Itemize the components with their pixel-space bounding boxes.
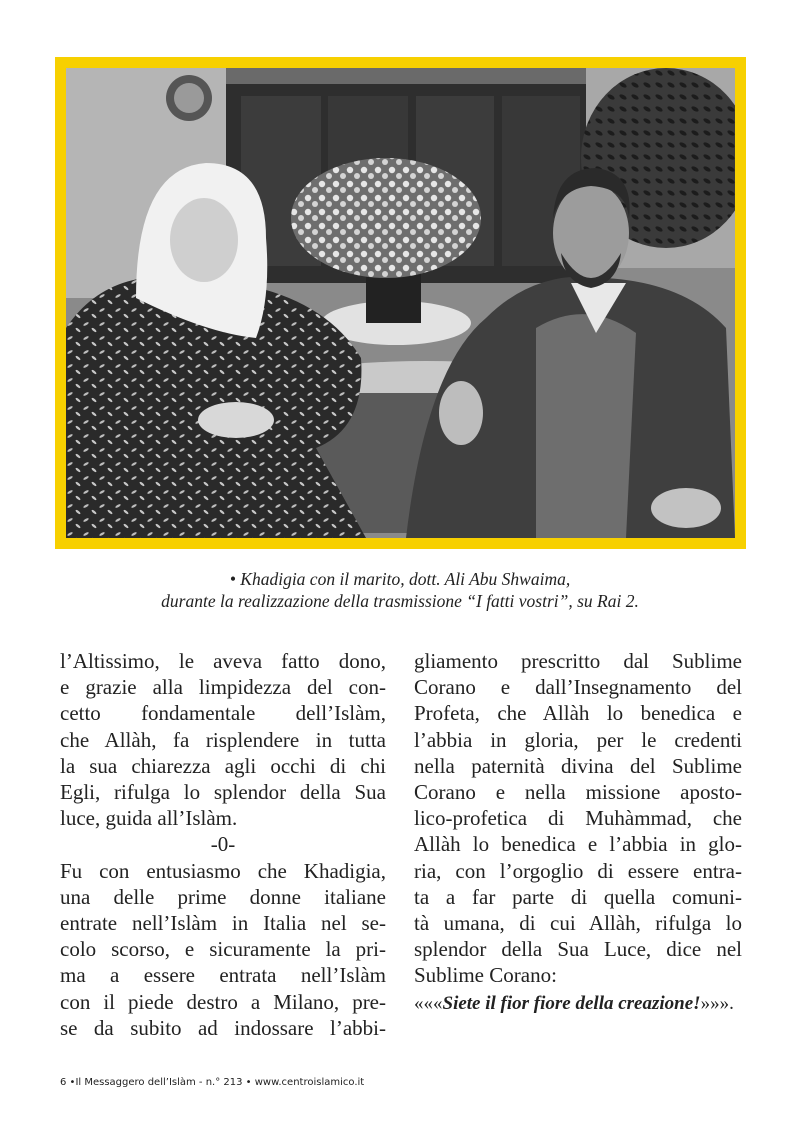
caption-line-1: • Khadigia con il marito, dott. Ali Abu Shwaima, [229, 569, 571, 589]
paragraph-line: luce, guida all’Islàm. [60, 806, 238, 831]
paragraph-line: Allàh lo benedica e l’abbia in glo- [414, 832, 742, 857]
paragraph-line: che Allàh, fa risplendere in tutta [60, 727, 386, 752]
paragraph-line: gliamento prescritto dal Sublime [414, 649, 742, 673]
paragraph-line: e grazie alla limpidezza del con- [60, 675, 386, 700]
paragraph-line: nella paternità divina del Sublime [414, 753, 742, 778]
text-column-right [414, 648, 742, 1017]
paragraph-line: Egli, rifulga lo splendor della Sua [60, 780, 386, 805]
paragraph-line: Fu con entusiasmo che Khadigia, [60, 858, 386, 883]
photo-frame [55, 57, 746, 549]
paragraph-line: cetto fondamentale dell’Islàm, [60, 701, 386, 726]
paragraph-line: entrate nell’Islàm in Italia nel se- [60, 911, 386, 936]
quote-close-marks: »»». [700, 992, 734, 1014]
paragraph-line: Corano e nella missione aposto- [414, 780, 742, 805]
paragraph-line: colo scorso, e sicuramente la pri- [60, 937, 386, 962]
paragraph-line: Corano e dall’Insegnamento del [414, 675, 742, 700]
paragraph-line: tà umana, di cui Allàh, rifulga lo [414, 911, 742, 936]
paragraph-line: ria, con l’orgoglio di essere entra- [414, 858, 742, 883]
paragraph-line: ta a far parte di quella comuni- [414, 884, 742, 909]
paragraph-line: ma a essere entrata nell’Islàm [60, 963, 386, 988]
paragraph-line: Sublime Corano: [414, 963, 557, 988]
paragraph-line: Profeta, che Allàh lo benedica e [414, 701, 742, 726]
text-column-left [60, 648, 386, 1041]
photo-khadigia-and-husband [66, 68, 735, 538]
quran-quote [414, 991, 742, 1017]
paragraph-line: splendor della Sua Luce, dice nel [414, 937, 742, 962]
paragraph-line: l’abbia in gloria, per le credenti [414, 727, 742, 752]
section-separator: -0- [210, 832, 236, 857]
paragraph-line: l’Altissimo, le aveva fatto dono, [60, 649, 386, 673]
paragraph-line: con il piede destro a Milano, pre- [60, 989, 386, 1014]
paragraph-line: la sua chiarezza agli occhi di chi [60, 753, 386, 778]
quote-text: Siete il fior fiore della creazione! [442, 992, 701, 1014]
paragraph-line: una delle prime donne italiane [60, 884, 386, 909]
paragraph-line: lico-profetica di Muhàmmad, che [414, 806, 742, 831]
photo-caption [60, 568, 740, 612]
caption-line-2: durante la realizzazione della trasmissione “I fatti vostri”, su Rai 2. [161, 591, 639, 611]
page-footer: 6 •Il Messaggero dell’Islàm - n.° 213 • www.centroislamico.it [60, 1077, 365, 1088]
paragraph-line: se da subito ad indossare l’abbi- [60, 1015, 386, 1040]
quote-open-marks: ««« [414, 992, 443, 1014]
